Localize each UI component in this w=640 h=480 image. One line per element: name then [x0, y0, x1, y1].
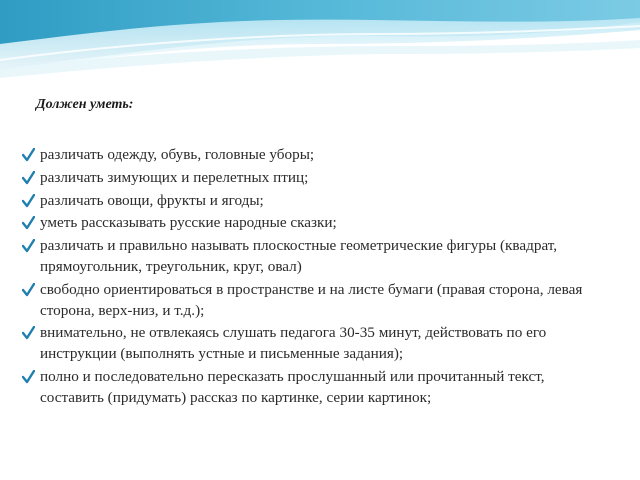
checkmark-icon: [22, 370, 35, 384]
list-item: [22, 367, 602, 409]
checkmark-icon: [22, 148, 35, 162]
checkmark-icon: [22, 194, 35, 208]
checkmark-icon: [22, 326, 35, 340]
list-item-text: полно и последовательно пересказать прослушанный или прочитанный текст, составить (придумать) рассказ по картинке, серии картинок;: [40, 367, 545, 406]
list-item: [22, 168, 602, 189]
list-item: [22, 280, 602, 322]
bullet-list: [22, 145, 602, 411]
section-heading: Должен уметь:: [36, 97, 134, 112]
header-wave-decoration: [0, 0, 640, 80]
list-item-text: уметь рассказывать русские народные сказки;: [40, 214, 337, 232]
list-item-text: различать овощи, фрукты и ягоды;: [40, 191, 264, 209]
checkmark-icon: [22, 171, 35, 185]
list-item: [22, 145, 602, 166]
list-item-text: различать и правильно называть плоскостные геометрические фигуры (квадрат, прямоугольник, треугольник, круг, овал): [40, 237, 558, 275]
list-item-text: внимательно, не отвлекаясь слушать педагога 30-35 минут, действовать по его инструкции (выполнять устные и письменные задания);: [40, 324, 547, 363]
checkmark-icon: [22, 216, 35, 230]
list-item: [22, 213, 602, 234]
list-item: [22, 236, 602, 278]
list-item-text: свободно ориентироваться в пространстве и на листе бумаги (правая сторона, левая сторона, верх-низ, и т.д.);: [40, 280, 583, 319]
list-item: [22, 191, 602, 212]
checkmark-icon: [22, 239, 35, 253]
list-item-text: различать одежду, обувь, головные уборы;: [40, 146, 315, 163]
list-item-text: различать зимующих и перелетных птиц;: [40, 168, 309, 186]
checkmark-icon: [22, 283, 35, 297]
list-item: [22, 323, 602, 365]
